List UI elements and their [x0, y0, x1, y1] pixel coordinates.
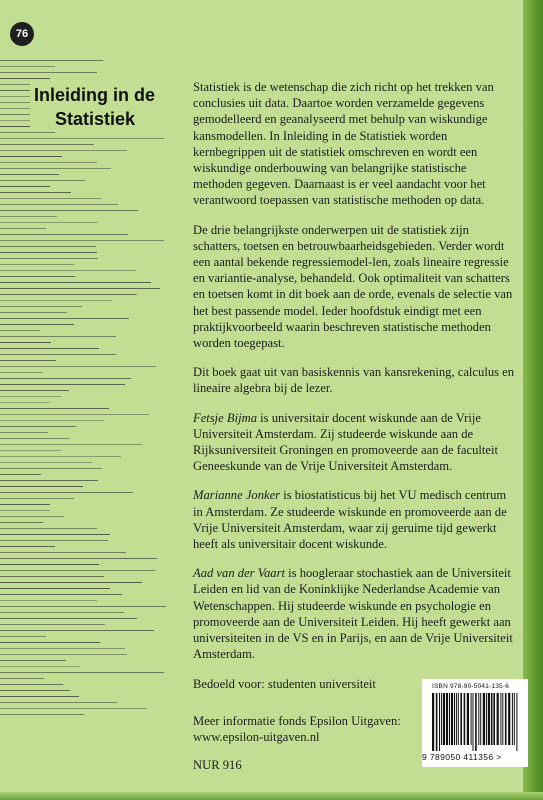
decorative-line: [0, 354, 116, 355]
decorative-line: [0, 666, 80, 667]
decorative-line: [0, 204, 118, 205]
barcode-bar: [471, 693, 472, 745]
decorative-line: [0, 510, 50, 511]
barcode-bar: [439, 693, 440, 751]
decorative-line: [0, 360, 56, 361]
barcode-bar: [451, 693, 453, 745]
barcode-bar: [454, 693, 455, 745]
decorative-line: [0, 714, 84, 715]
decorative-line: [0, 324, 74, 325]
author-name: Marianne Jonker: [193, 488, 281, 503]
decorative-line: [0, 186, 50, 187]
decorative-line: [0, 522, 43, 523]
decorative-line: [0, 336, 116, 337]
decorative-line: [0, 576, 104, 577]
author-bio: [193, 410, 515, 475]
decorative-line: [0, 402, 50, 403]
title-line-1: Inleiding in de: [34, 85, 155, 105]
barcode-bar: [491, 693, 493, 745]
decorative-line: [0, 462, 92, 463]
decorative-line: [0, 168, 111, 169]
decorative-line: [0, 144, 94, 145]
decorative-line: [0, 312, 67, 313]
decorative-line: [0, 72, 97, 73]
decorative-line: [0, 558, 157, 559]
barcode-bar: [475, 693, 477, 751]
decorative-line: [0, 612, 124, 613]
decorative-line: [0, 594, 122, 595]
decorative-line: [0, 582, 142, 583]
decorative-line: [0, 432, 48, 433]
barcode-bar: [443, 693, 445, 745]
decorative-line: [0, 276, 75, 277]
decorative-line: [0, 318, 129, 319]
barcode-bar: [488, 693, 490, 745]
decorative-line: [0, 642, 100, 643]
decorative-line: [0, 252, 97, 253]
author-bio-text: is hoogleraar stochastiek aan de Universiteit Leiden en lid van de Koninklijke Nederlandse Academie van Wetenschappen. Hij studeerde wiskunde en psychologie en promoveerde aan de Universiteit Leiden. Hij heeft gewerkt aan universiteiten in de VS en in Parijs, en aan de Vrije Universiteit Amsterdam.: [193, 566, 513, 662]
decorative-line: [0, 162, 97, 163]
decorative-line: [0, 228, 46, 229]
decorative-line: [0, 210, 138, 211]
barcode-bar: [502, 693, 503, 745]
decorative-line: [0, 480, 98, 481]
decorative-line: [0, 78, 50, 79]
decorative-line: [0, 408, 109, 409]
barcode-bar: [480, 693, 481, 745]
barcode-bar: [458, 693, 459, 745]
decorative-line: [0, 702, 117, 703]
decorative-line: [0, 282, 151, 283]
decorative-line: [0, 414, 149, 415]
barcode-bar: [473, 693, 474, 751]
decorative-line: [0, 588, 110, 589]
intro-paragraph: Statistiek is de wetenschap die zich richt op het trekken van conclusies uit data. Daartoe worden verzamelde gegevens gemodelleerd en geanalyseerd met behulp van wiskundige kansmodellen. In Inleiding in de Statistiek worden kernbegrippen uit de statistiek omschreven en wordt een wiskundige onderbouwing van belangrijke statistische methoden gegeven. Daarnaast is er veel aandacht voor het verantwoord toepassen van statistische methoden op data.: [193, 80, 494, 208]
publisher-website: www.epsilon-uitgaven.nl: [193, 729, 320, 744]
decorative-line: [0, 330, 40, 331]
decorative-line: [0, 60, 103, 61]
decorative-line: [0, 552, 126, 553]
book-title: [30, 83, 180, 131]
decorative-line: [0, 132, 55, 133]
barcode-bar: [493, 693, 495, 745]
decorative-line: [0, 486, 83, 487]
decorative-line: [0, 156, 62, 157]
decorative-line: [0, 372, 43, 373]
barcode-bar: [516, 693, 517, 751]
decorative-line: [0, 708, 147, 709]
series-number-badge: 76: [10, 22, 34, 46]
decorative-lines: [0, 60, 175, 720]
barcode-bar: [478, 693, 479, 745]
decorative-line: [0, 138, 164, 139]
author-bio-text: is universitair docent wiskunde aan de Vrije Universiteit Amsterdam. Zij studeerde wiskunde aan de Rijksuniversiteit Groningen en promoveerde aan de faculteit Geneeskunde van de Vrije Universiteit Amsterdam.: [193, 410, 498, 474]
decorative-line: [0, 690, 70, 691]
author-name: Fetsje Bijma: [193, 410, 258, 425]
decorative-line: [0, 660, 66, 661]
decorative-line: [0, 456, 121, 457]
barcode-bar: [432, 693, 434, 751]
decorative-line: [0, 684, 63, 685]
author-bio: [193, 487, 515, 552]
isbn-number: ISBN 978-90-5041-135-6: [432, 683, 510, 690]
barcode-bar: [497, 693, 499, 745]
decorative-line: [0, 192, 71, 193]
decorative-line: [0, 618, 137, 619]
title-line-2: Statistiek: [55, 109, 136, 129]
decorative-line: [0, 198, 101, 199]
barcode: [430, 693, 520, 751]
barcode-bar: [514, 693, 515, 745]
bottom-edge: [0, 792, 543, 800]
decorative-line: [0, 504, 50, 505]
decorative-line: [0, 426, 76, 427]
decorative-line: [0, 264, 74, 265]
decorative-line: [0, 246, 96, 247]
prerequisites-paragraph: Dit boek gaat uit van basiskennis van kansrekening, calculus en lineaire algebra bij de lezer.: [193, 365, 515, 396]
decorative-line: [0, 444, 142, 445]
decorative-line: [0, 222, 98, 223]
barcode-bar: [483, 693, 485, 745]
decorative-line: [0, 366, 156, 367]
decorative-line: [0, 66, 55, 67]
decorative-line: [0, 378, 131, 379]
barcode-label: [422, 679, 528, 767]
barcode-bar: [500, 693, 501, 745]
decorative-line: [0, 600, 97, 601]
decorative-line: [0, 474, 41, 475]
decorative-line: [0, 270, 136, 271]
barcode-bar: [456, 693, 457, 745]
decorative-line: [0, 216, 57, 217]
barcode-bar: [505, 693, 507, 745]
barcode-bar: [486, 693, 487, 745]
decorative-line: [0, 468, 102, 469]
decorative-line: [0, 420, 104, 421]
barcode-bar: [460, 693, 462, 745]
decorative-line: [0, 696, 79, 697]
decorative-line: [0, 150, 127, 151]
decorative-line: [0, 540, 108, 541]
decorative-line: [0, 606, 166, 607]
decorative-line: [0, 384, 125, 385]
decorative-line: [0, 648, 125, 649]
decorative-line: [0, 258, 98, 259]
barcode-bar: [436, 693, 438, 751]
audience-line: Bedoeld voor: studenten universiteit: [193, 676, 376, 691]
decorative-line: [0, 564, 99, 565]
barcode-bar: [441, 693, 442, 745]
decorative-line: [0, 630, 154, 631]
decorative-line: [0, 306, 82, 307]
decorative-line: [0, 438, 69, 439]
decorative-line: [0, 570, 155, 571]
barcode-digits: 9 789050 411356 >: [422, 752, 502, 762]
decorative-line: [0, 678, 44, 679]
decorative-line: [0, 348, 99, 349]
author-name: Aad van der Vaart: [193, 566, 285, 581]
decorative-line: [0, 546, 55, 547]
author-bio-text: is biostatisticus bij het VU medisch centrum in Amsterdam. Ze studeerde wiskunde en promoveerde aan de Vrije Universiteit Amsterdam, waar zij geruime tijd gewerkt heeft als universitair docent wiskunde.: [193, 488, 507, 552]
decorative-line: [0, 396, 61, 397]
decorative-line: [0, 636, 46, 637]
decorative-line: [0, 654, 127, 655]
author-bio: [193, 565, 515, 662]
decorative-line: [0, 234, 128, 235]
decorative-line: [0, 342, 51, 343]
decorative-line: [0, 450, 61, 451]
decorative-line: [0, 534, 110, 535]
decorative-line: [0, 624, 105, 625]
barcode-bar: [512, 693, 513, 745]
more-info-label: Meer informatie fonds Epsilon Uitgaven:: [193, 713, 401, 728]
barcode-bar: [446, 693, 448, 745]
decorative-line: [0, 294, 137, 295]
decorative-line: [0, 516, 64, 517]
decorative-line: [0, 672, 164, 673]
topics-paragraph: De drie belangrijkste onderwerpen uit de statistiek zijn schatters, toetsen en betrouwbaarheidsgebieden. Verder wordt een aantal bekende regressiemodel-len, zoals lineaire regressie en variantie-analyse, behandeld. Ook optimaliteit van schatters en toetsen komt in dit boek aan de orde, evenals de selectie van het best passende model. Ieder hoofdstuk eindigt met een praktijkvoorbeeld waarin beschreven statistische methoden worden toegepast.: [193, 222, 513, 351]
decorative-line: [0, 180, 85, 181]
decorative-line: [0, 300, 112, 301]
barcode-bar: [449, 693, 450, 745]
decorative-line: [0, 528, 97, 529]
decorative-line: [0, 174, 59, 175]
decorative-line: [0, 288, 160, 289]
decorative-line: [0, 390, 69, 391]
nur-code: NUR 916: [193, 758, 242, 773]
barcode-bar: [508, 693, 510, 745]
decorative-line: [0, 498, 74, 499]
barcode-bar: [467, 693, 469, 745]
decorative-line: [0, 240, 164, 241]
barcode-bar: [464, 693, 466, 745]
decorative-line: [0, 492, 133, 493]
